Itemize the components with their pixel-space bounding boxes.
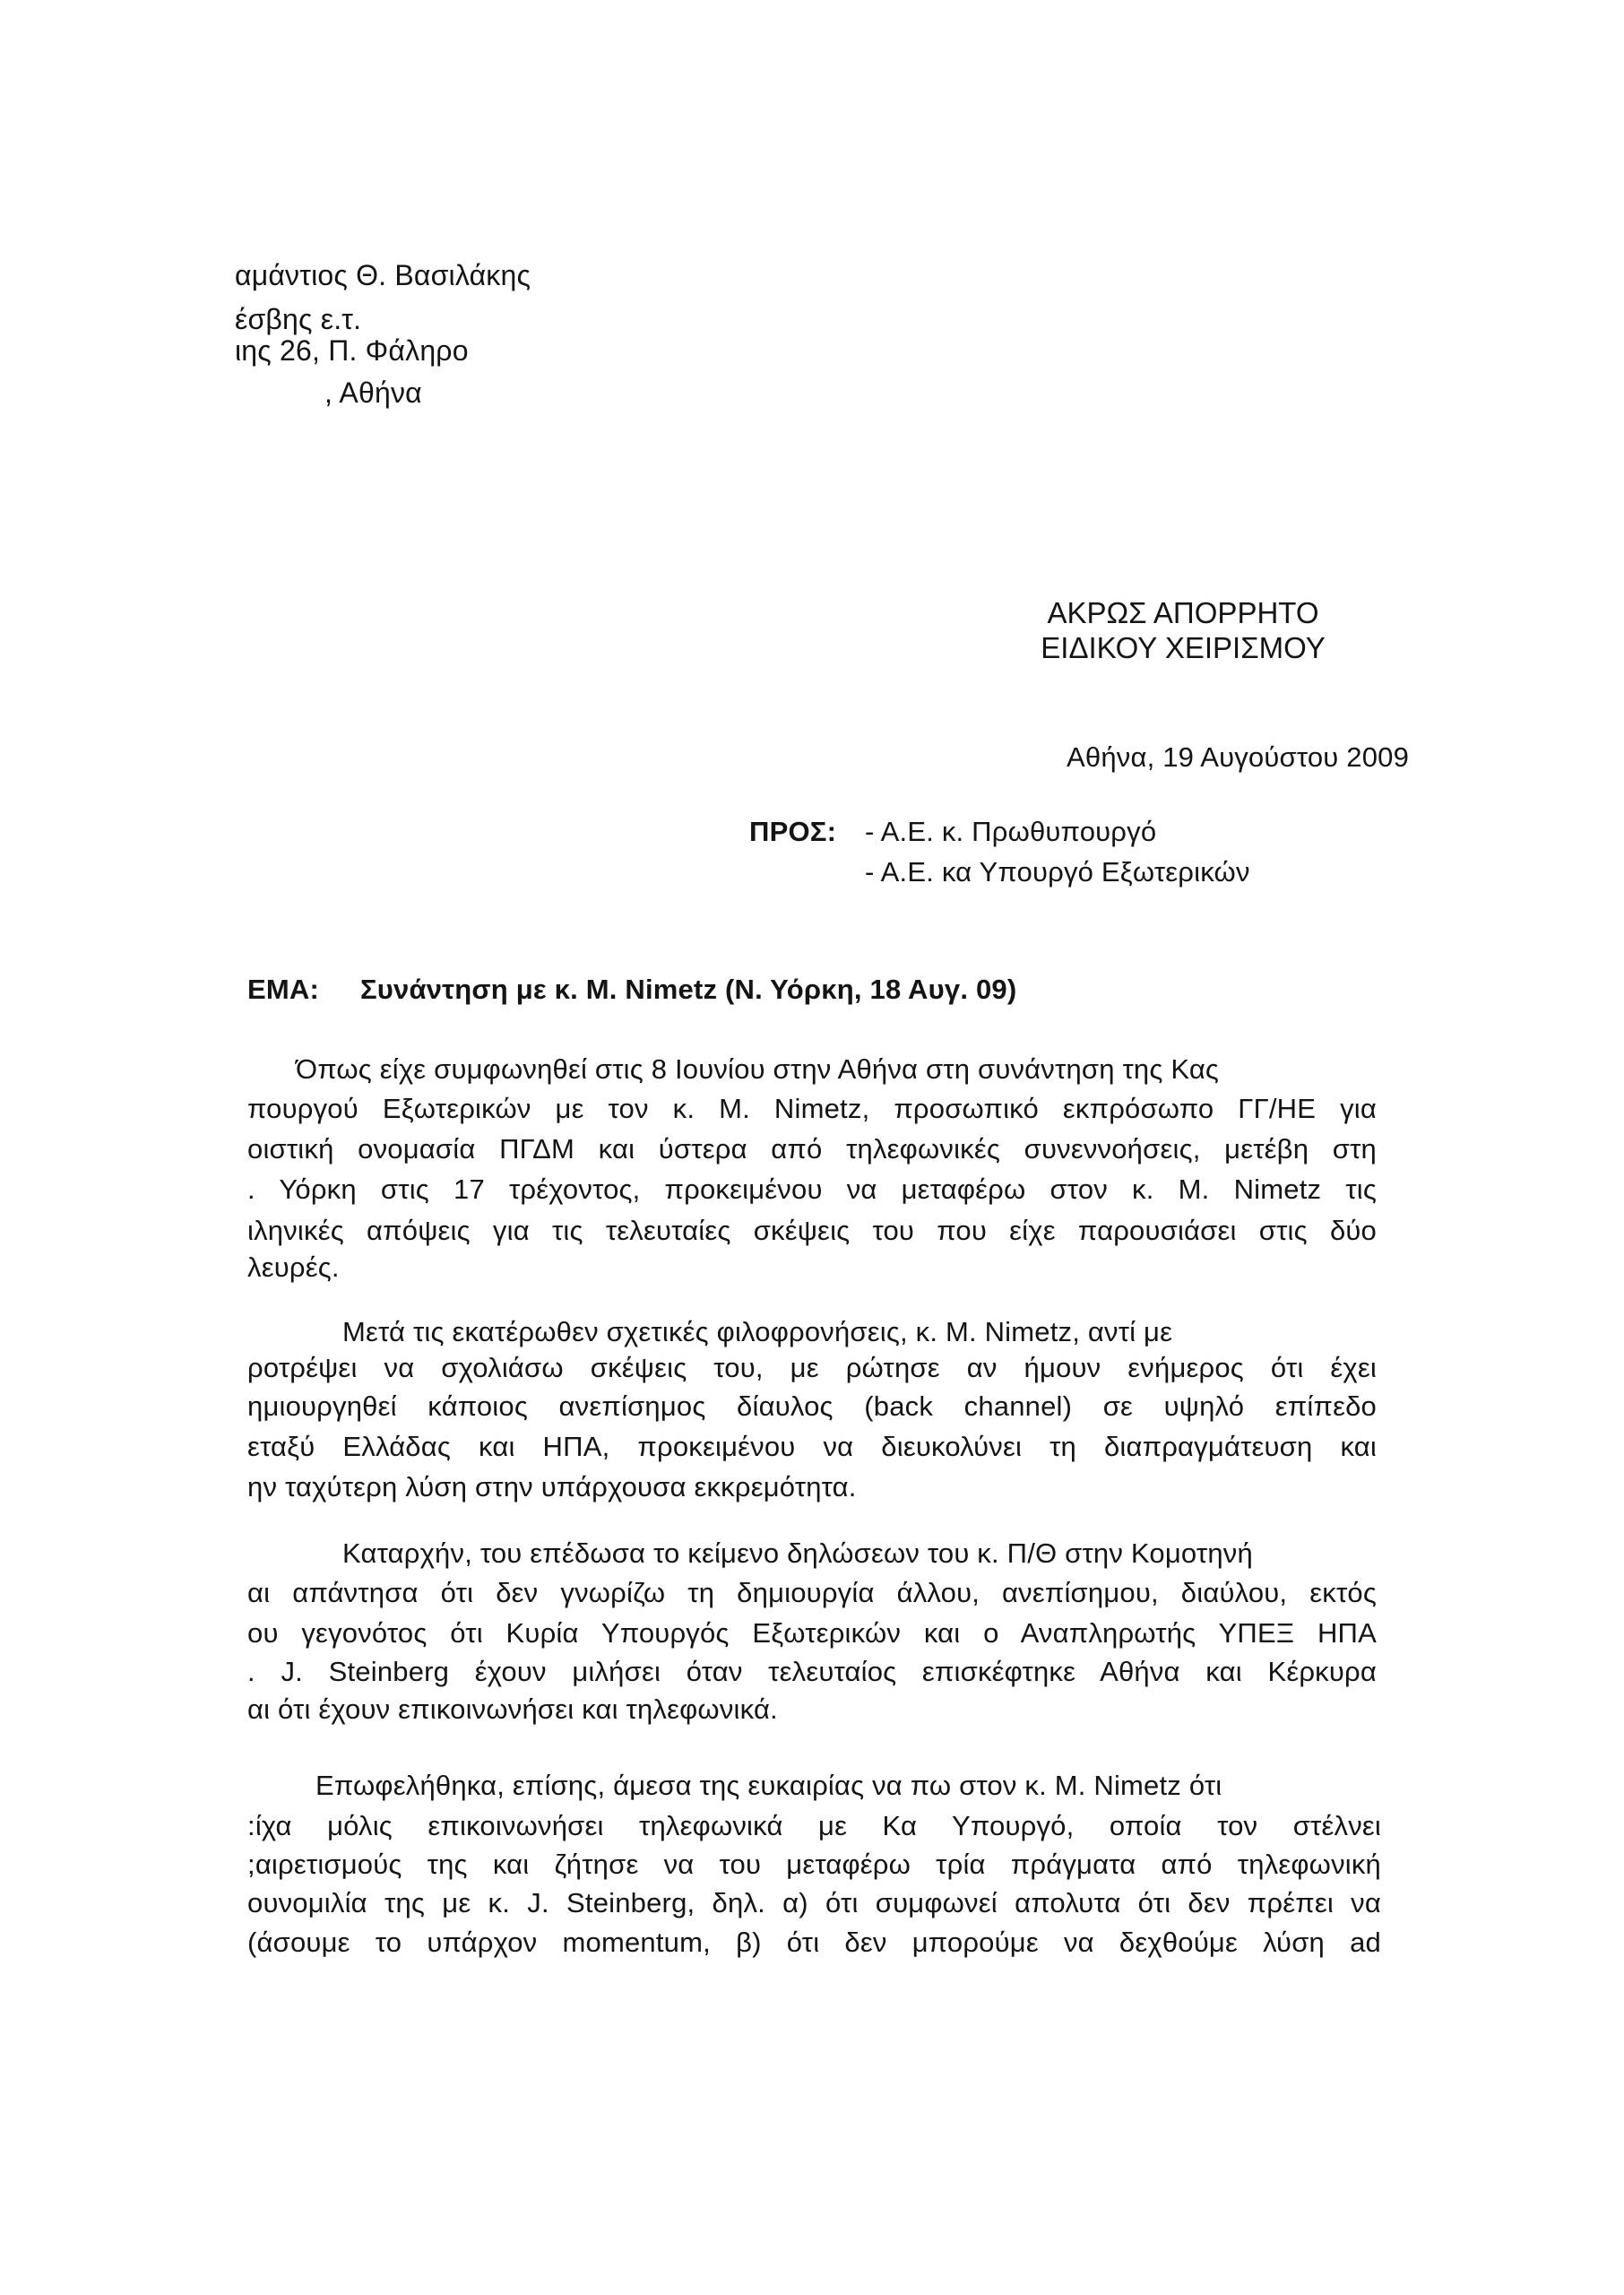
sender-city: , Αθήνα xyxy=(324,377,422,409)
paragraph-line: λευρές. xyxy=(247,1251,340,1283)
sender-name: αμάντιος Θ. Βασιλάκης xyxy=(235,259,531,291)
subject-text: Συνάντηση με κ. Μ. Nimetz (Ν. Υόρκη, 18 Αυγ. 09) xyxy=(360,974,1017,1005)
paragraph-line: ημιουργηθεί κάποιος ανεπίσημος δίαυλος (back channel) σε υψηλό επίπεδο xyxy=(247,1390,1377,1422)
paragraph-line: :ίχα μόλις επικοινωνήσει τηλεφωνικά με Κα Υπουργό, οποία τον στέλνει xyxy=(247,1810,1381,1841)
paragraph-line: ου γεγονότος ότι Κυρία Υπουργός Εξωτερικών και ο Αναπληρωτής ΥΠΕΞ ΗΠΑ xyxy=(247,1617,1377,1649)
letter-date: Αθήνα, 19 Αυγούστου 2009 xyxy=(1067,741,1410,773)
paragraph-line: ουνομιλία της με κ. J. Steinberg, δηλ. α) ότι συμφωνεί απολυτα ότι δεν πρέπει να xyxy=(247,1887,1381,1918)
paragraph-line: ην ταχύτερη λύση στην υπάρχουσα εκκρεμότητα. xyxy=(247,1471,857,1503)
paragraph-line: ροτρέψει να σχολιάσω σκέψεις του, με ρώτησε αν ήμουν ενήμερος ότι έχει xyxy=(247,1352,1377,1383)
paragraph-line: αι ότι έχουν επικοινωνήσει και τηλεφωνικά. xyxy=(247,1693,778,1725)
paragraph-line: ;αιρετισμούς της και ζήτησε να του μεταφέρω τρία πράγματα από τηλεφωνική xyxy=(247,1849,1381,1880)
subject-label: ΕΜΑ: xyxy=(247,974,320,1005)
paragraph-line: Όπως είχε συμφωνηθεί στις 8 Ιουνίου στην Αθήνα στη συνάντηση της Κας xyxy=(296,1053,1220,1085)
recipient-item: - Α.Ε. κα Υπουργό Εξωτερικών xyxy=(865,856,1250,888)
paragraph-line: . J. Steinberg έχουν μιλήσει όταν τελευταίος επισκέφτηκε Αθήνα και Κέρκυρα xyxy=(247,1656,1377,1687)
paragraph-line: Επωφελήθηκα, επίσης, άμεσα της ευκαιρίας να πω στον κ. Μ. Nimetz ότι xyxy=(315,1770,1222,1801)
paragraph-line: Καταρχήν, του επέδωσα το κείμενο δηλώσεων του κ. Π/Θ στην Κομοτηνή xyxy=(342,1537,1253,1569)
paragraph-line: εταξύ Ελλάδας και ΗΠΑ, προκειμένου να διευκολύνει τη διαπραγμάτευση και xyxy=(247,1431,1377,1462)
paragraph-line: (άσουμε το υπάρχον momentum, β) ότι δεν μπορούμε να δεχθούμε λύση ad xyxy=(247,1927,1381,1958)
paragraph-line: ιληνικές απόψεις για τις τελευταίες σκέψεις του που είχε παρουσιάσει στις δύο xyxy=(247,1215,1377,1246)
paragraph-line: αι απάντησα ότι δεν γνωρίζω τη δημιουργία άλλου, ανεπίσημου, διαύλου, εκτός xyxy=(247,1577,1377,1608)
classification-line-1: ΑΚΡΩΣ ΑΠΟΡΡΗΤΟ xyxy=(1047,596,1319,629)
paragraph-line: Μετά τις εκατέρωθεν σχετικές φιλοφρονήσεις, κ. Μ. Nimetz, αντί με xyxy=(342,1316,1173,1347)
classification-line-2: ΕΙΔΙΚΟΥ ΧΕΙΡΙΣΜΟΥ xyxy=(1041,631,1326,664)
recipient-item: - Α.Ε. κ. Πρωθυπουργό xyxy=(865,816,1157,847)
paragraph-line: . Υόρκη στις 17 τρέχοντος, προκειμένου να μεταφέρω στον κ. Μ. Nimetz τις xyxy=(247,1173,1377,1205)
sender-street: ιης 26, Π. Φάληρο xyxy=(235,334,469,367)
paragraph-line: οιστική ονομασία ΠΓΔΜ και ύστερα από τηλεφωνικές συνεννοήσεις, μετέβη στη xyxy=(247,1133,1377,1165)
paragraph-line: πουργού Εξωτερικών με τον κ. Μ. Nimetz, προσωπικό εκπρόσωπο ΓΓ/ΗΕ για xyxy=(247,1093,1377,1124)
recipients-label: ΠΡΟΣ: xyxy=(749,816,837,847)
sender-title: έσβης ε.τ. xyxy=(235,303,362,335)
